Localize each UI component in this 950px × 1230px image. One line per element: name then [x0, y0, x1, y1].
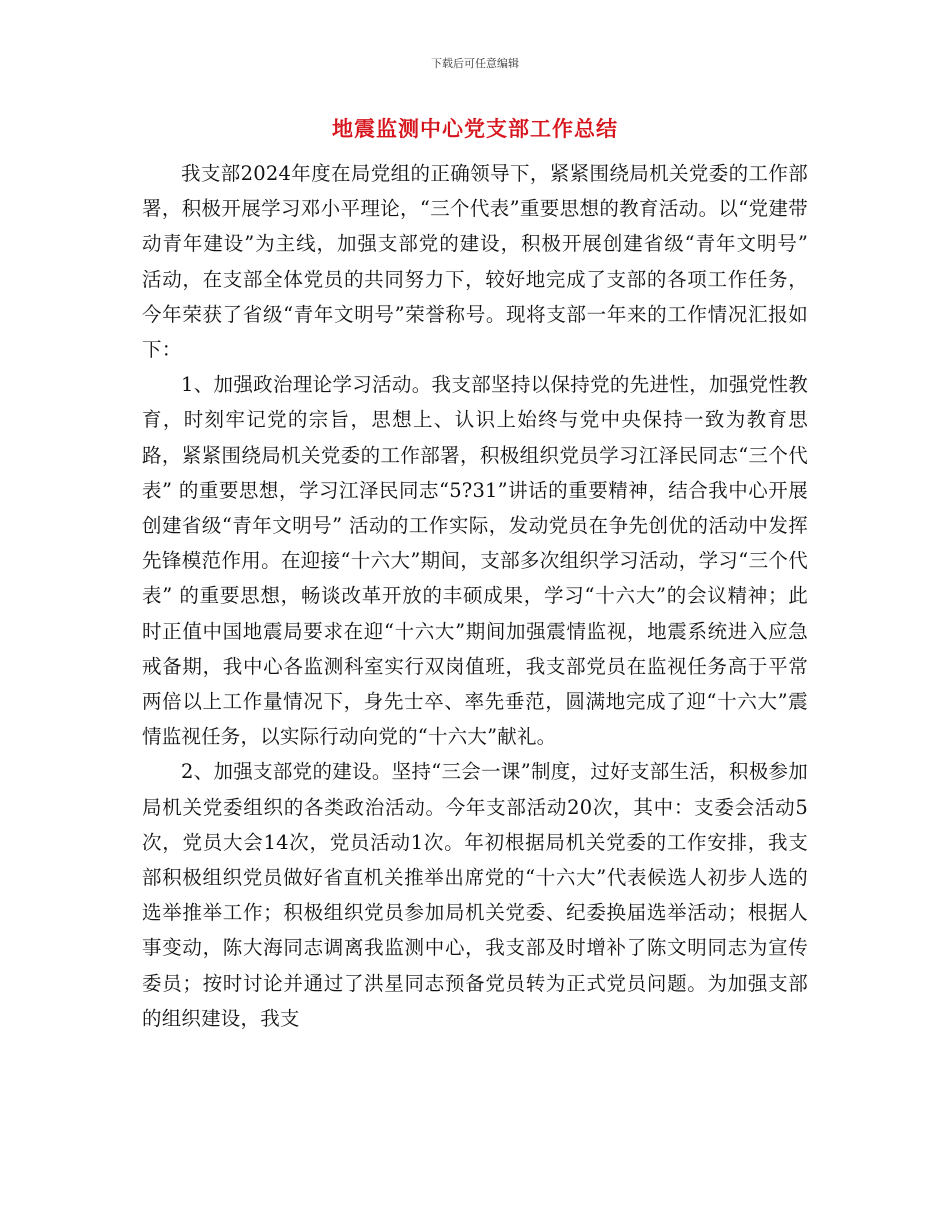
- paragraph-political-study: 1、加强政治理论学习活动。我支部坚持以保持党的先进性，加强党性教育，时刻牢记党的宗旨，思想上、认识上始终与党中央保持一致为教育思路，紧紧围绕局机关党委的工作部署，积极组织党员学习江泽民同志“三个代表” 的重要思想，学习江泽民同志“5?31”讲话的重要精神，结合我中心开展创建省级“青年文明号” 活动的工作实际，发动党员在争先创优的活动中发挥先锋模范作用。在迎接“十六大”期间，支部多次组织学习活动，学习“三个代表” 的重要思想，畅谈改革开放的丰硕成果，学习“十六大”的会议精神；此时正值中国地震局要求在迎“十六大”期间加强震情监视，地震系统进入应急戒备期，我中心各监测科室实行双岗值班，我支部党员在监视任务高于平常两倍以上工作量情况下，身先士卒、率先垂范，圆满地完成了迎“十六大”震情监视任务，以实际行动向党的“十六大”献礼。: [142, 373, 808, 749]
- document-title: 地震监测中心党支部工作总结: [332, 117, 618, 141]
- paragraph-party-building: 2、加强支部党的建设。坚持“三会一课”制度，过好支部生活，积极参加局机关党委组织的各类政治活动。今年支部活动20次，其中：支委会活动5次，党员大会14次，党员活动1次。年初根据局机关党委的工作安排，我支部积极组织党员做好省直机关推举出席党的“十六大”代表候选人初步人选的选举推举工作；积极组织党员参加局机关党委、纪委换届选举活动；根据人事变动，陈大海同志调离我监测中心，我支部及时增补了陈文明同志为宣传委员；按时讨论并通过了洪星同志预备党员转为正式党员问题。为加强支部的组织建设，我支: [142, 760, 808, 1030]
- document-body: [142, 156, 808, 1036]
- header-note: 下载后可任意编辑: [431, 57, 519, 70]
- paragraph-intro: 我支部2024年度在局党组的正确领导下，紧紧围绕局机关党委的工作部署，积极开展学习邓小平理论，“三个代表”重要思想的教育活动。以“党建带动青年建设”为主线，加强支部党的建设，积极开展创建省级“青年文明号” 活动，在支部全体党员的共同努力下，较好地完成了支部的各项工作任务，今年荣获了省级“青年文明号”荣誉称号。现将支部一年来的工作情况汇报如下：: [142, 162, 808, 362]
